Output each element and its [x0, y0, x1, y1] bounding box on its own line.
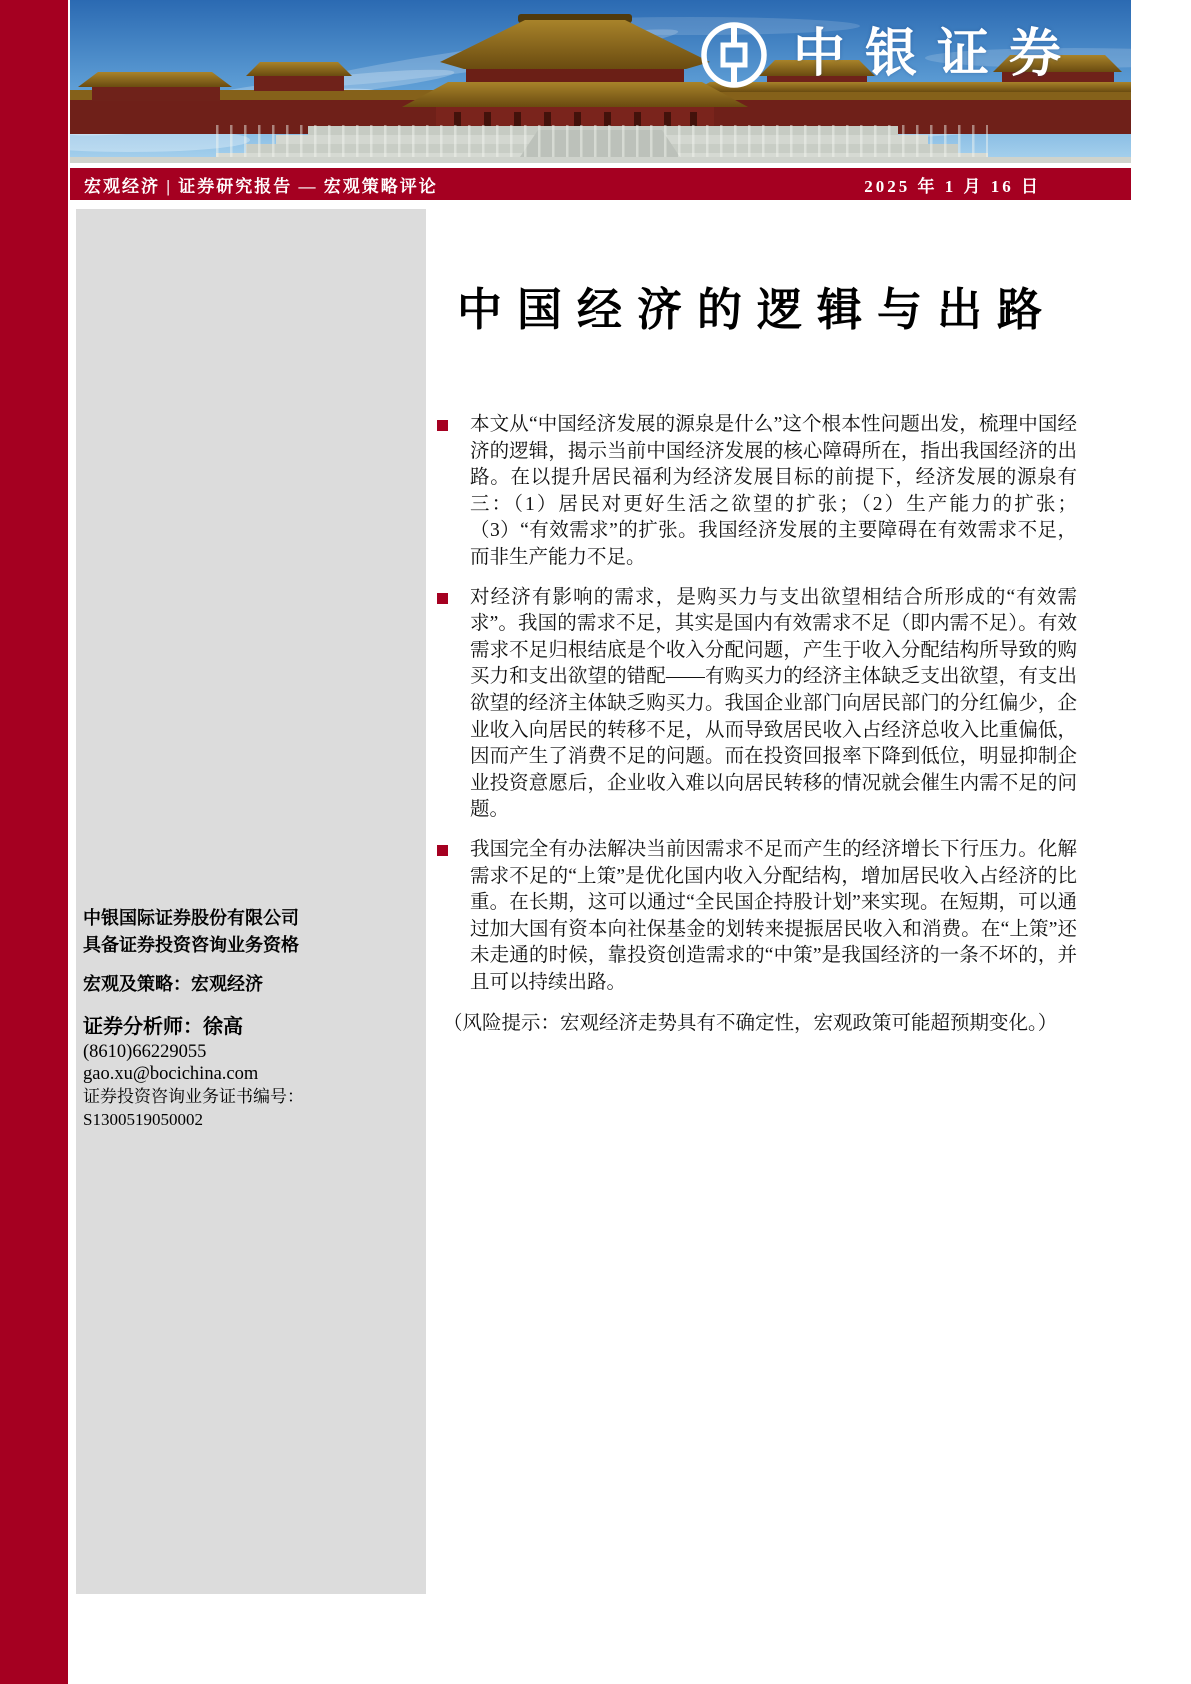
header-banner	[70, 0, 1131, 163]
summary-bullet-3-text: 我国完全有办法解决当前因需求不足而产生的经济增长下行压力。化解需求不足的“上策”是优化国内收入分配结构，增加居民收入占经济的比重。在长期，这可以通过“全民国企持股计划”来实现。在短期，可以通过加大国有资本向社保基金的划转来提振居民收入和消费。在“上策”还未走通的时候，靠投资创造需求的“中策”是我国经济的一条不坏的，并且可以持续出路。	[470, 838, 1077, 993]
risk-note: （风险提示：宏观经济走势具有不确定性，宏观政策可能超预期变化。）	[443, 1013, 1058, 1035]
analyst-license: 证券投资咨询业务证书编号：S1300519050002	[83, 1087, 304, 1129]
report-category-text: 宏观经济 | 证券研究报告 — 宏观策略评论	[84, 176, 438, 196]
analyst-name: 证券分析师：徐高	[83, 1016, 243, 1038]
section-label: 宏观及策略：宏观经济	[83, 974, 263, 994]
company-name: 中银国际证券股份有限公司	[83, 908, 299, 928]
report-title: 中国经济的逻辑与出路	[456, 285, 1057, 335]
publisher-info-block	[83, 905, 421, 1131]
report-category-bar	[70, 168, 1131, 200]
bullet-square-icon	[437, 593, 448, 604]
report-body	[437, 280, 1077, 1037]
summary-bullet-3	[437, 837, 1077, 997]
report-date: 2025 年 1 月 16 日	[864, 176, 1041, 196]
bullet-square-icon	[437, 420, 448, 431]
summary-bullet-1-text: 本文从“中国经济发展的源泉是什么”这个根本性问题出发，梳理中国经济的逻辑，揭示当前中国经济发展的核心障碍所在，指出我国经济的出路。在以提升居民福利为经济发展目标的前提下，经济发展的源泉有三：（1）居民对更好生活之欲望的扩张；（2）生产能力的扩张；（3）“有效需求”的扩张。我国经济发展的主要障碍在有效需求不足，而非生产能力不足。	[470, 414, 1077, 568]
brand-name: 中银证券	[792, 26, 1081, 83]
analyst-phone: (8610)66229055	[83, 1042, 207, 1062]
brand-logo	[697, 18, 1081, 92]
company-qualification: 具备证券投资咨询业务资格	[83, 935, 299, 955]
summary-bullet-2-text: 对经济有影响的需求，是购买力与支出欲望相结合所形成的“有效需求”。我国的需求不足，其实是国内有效需求不足（即内需不足）。有效需求不足归根结底是个收入分配问题，产生于收入分配结构所导致的购买力和支出欲望的错配——有购买力的经济主体缺乏支出欲望，有支出欲望的经济主体缺乏购买力。我国企业部门向居民部门的分红偏少，企业收入向居民的转移不足，从而导致居民收入占经济总收入比重偏低，因而产生了消费不足的问题。而在投资回报率下降到低位，明显抑制企业投资意愿后，企业收入难以向居民转移的情况就会催生内需不足的问题。	[470, 586, 1077, 821]
summary-bullet-2	[437, 585, 1077, 824]
boc-coin-icon	[697, 18, 771, 92]
analyst-email: gao.xu@bocichina.com	[83, 1064, 259, 1084]
summary-bullet-1	[437, 412, 1077, 572]
sidebar-panel	[76, 209, 426, 1594]
left-accent-bar	[0, 0, 68, 1684]
bullet-square-icon	[437, 845, 448, 856]
